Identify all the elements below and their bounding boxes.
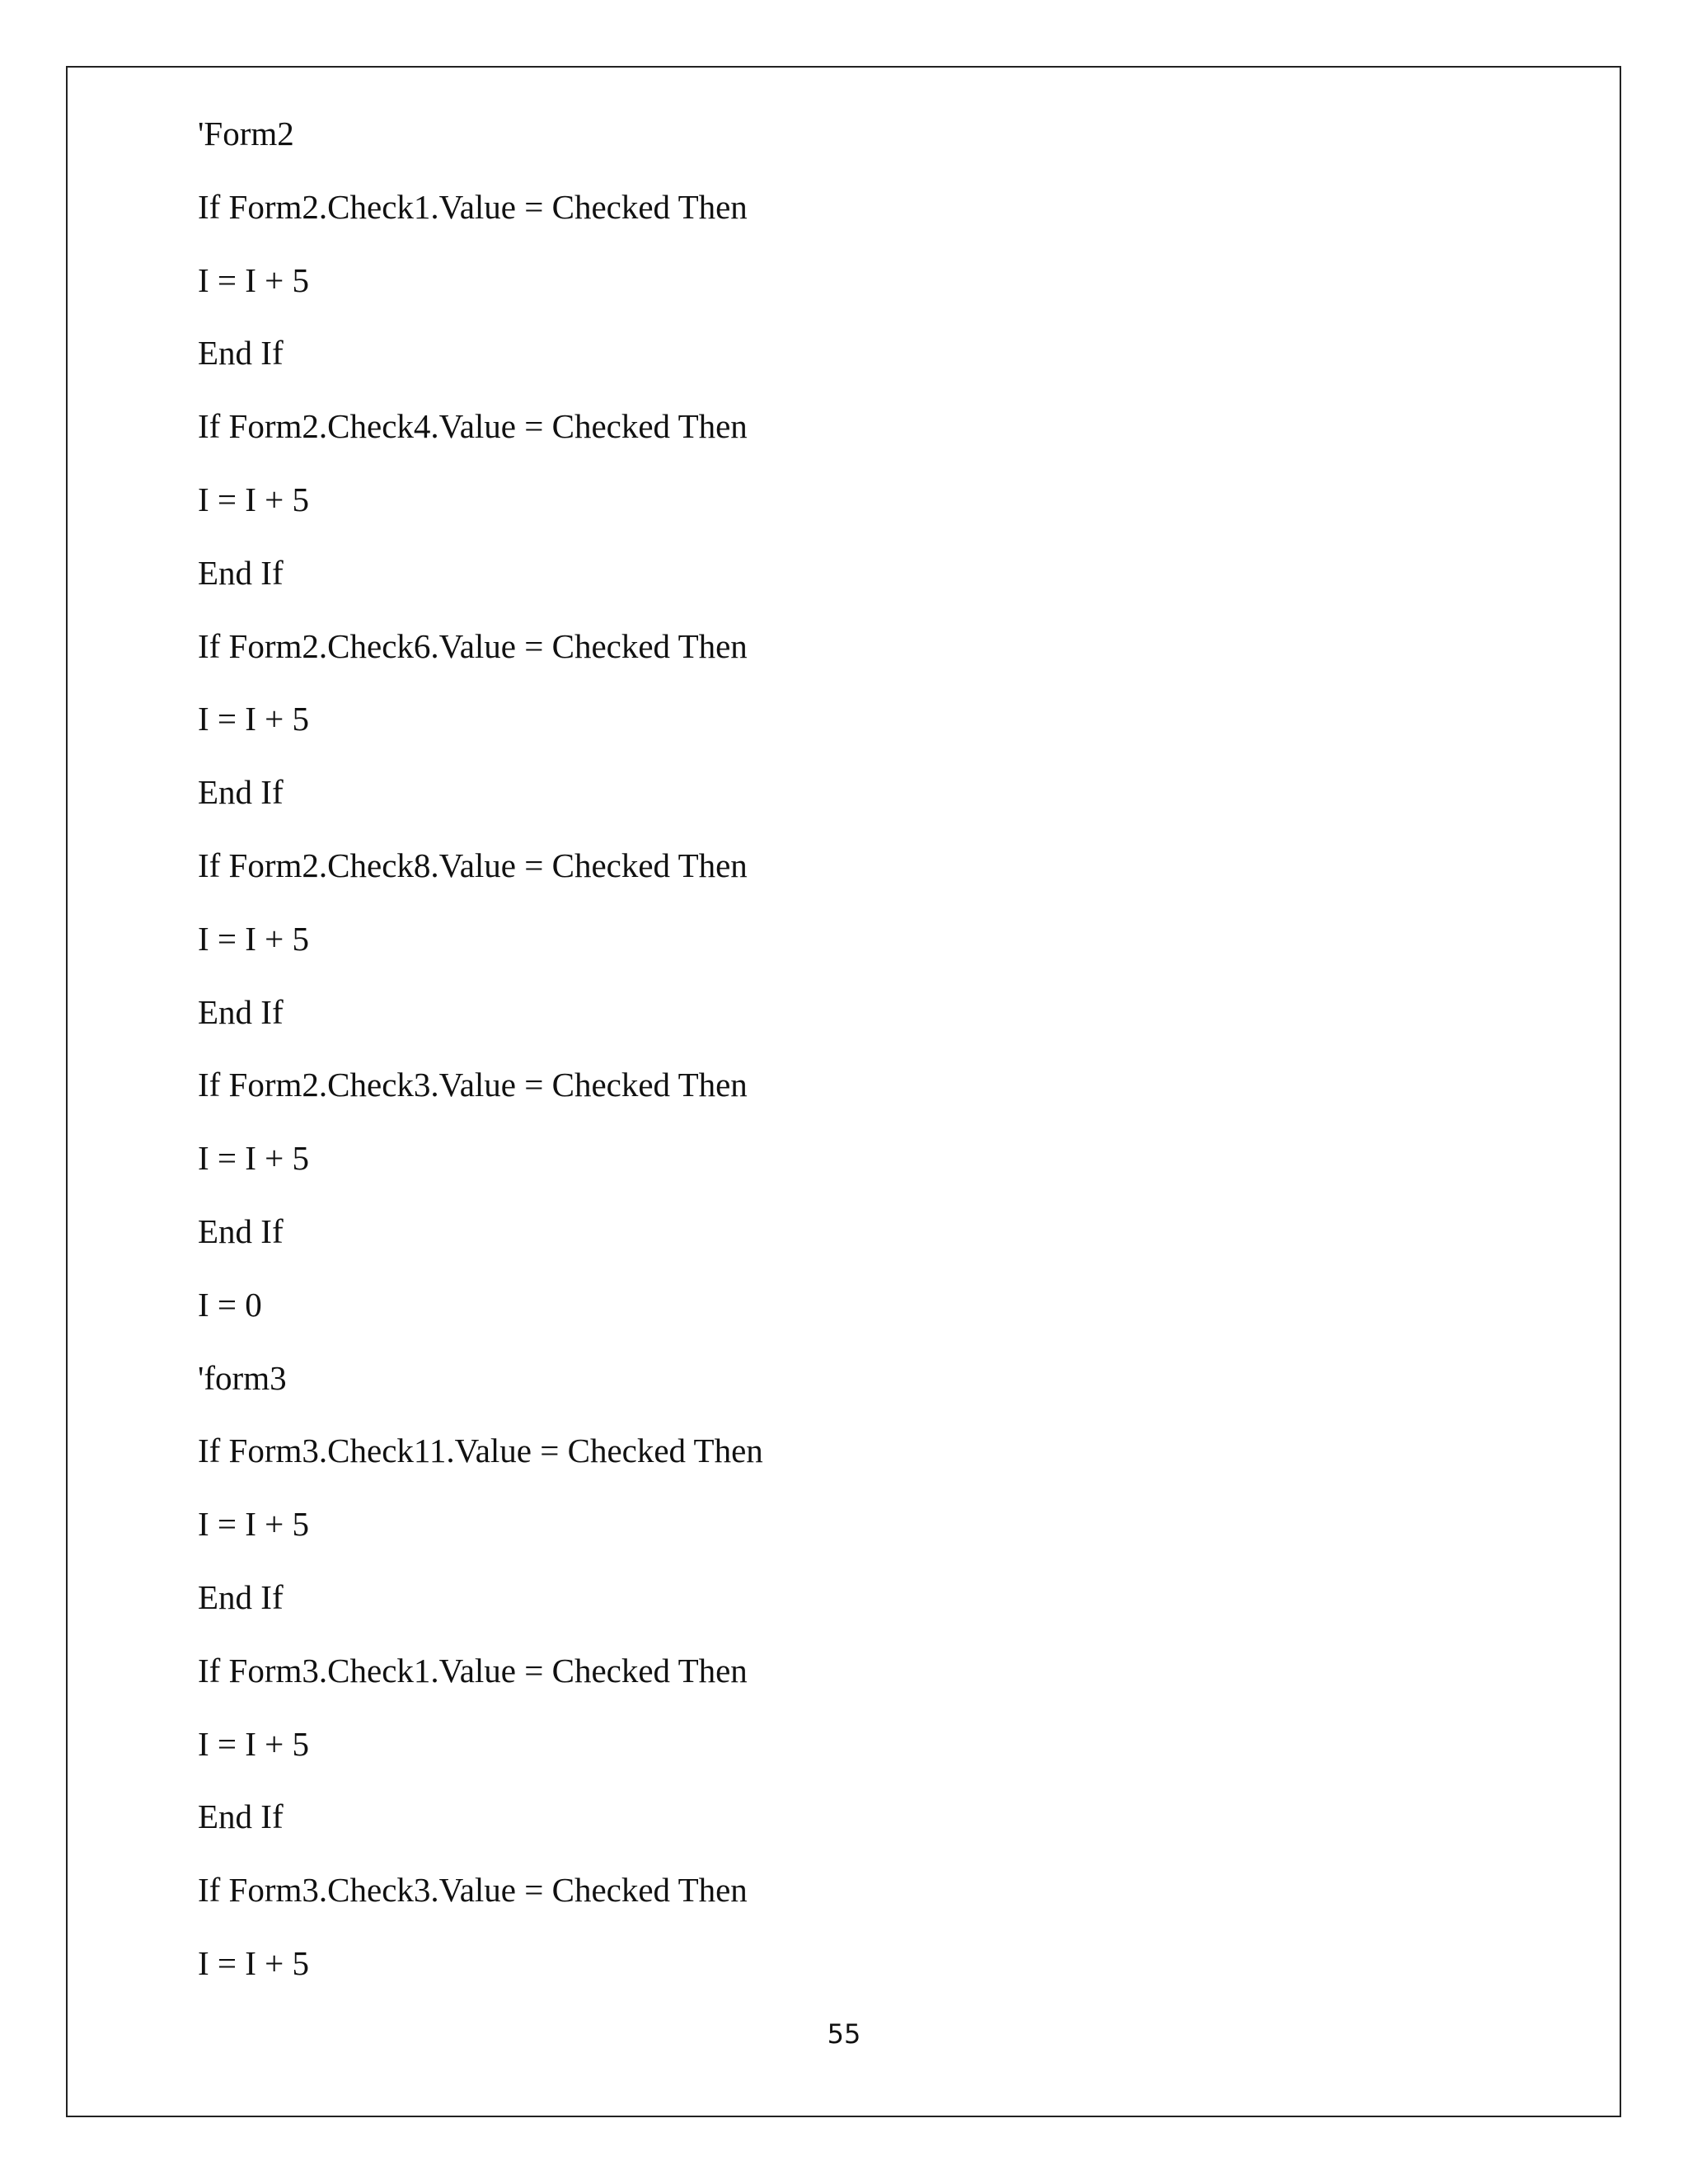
code-line: End If bbox=[198, 773, 284, 812]
page-number: 55 bbox=[827, 2018, 861, 2050]
code-line: 'Form2 bbox=[198, 115, 294, 152]
code-line: If Form3.Check3.Value = Checked Then bbox=[198, 1871, 748, 1910]
code-line: If Form2.Check4.Value = Checked Then bbox=[198, 407, 748, 446]
code-line: I = I + 5 bbox=[198, 1139, 310, 1178]
code-line: End If bbox=[198, 1797, 284, 1836]
code-line: End If bbox=[198, 334, 284, 373]
code-line: I = I + 5 bbox=[198, 260, 310, 299]
code-line: If Form3.Check11.Value = Checked Then bbox=[198, 1432, 763, 1470]
code-line: If Form3.Check1.Value = Checked Then bbox=[198, 1651, 748, 1690]
code-line: End If bbox=[198, 992, 284, 1031]
code-line: I = I + 5 bbox=[198, 1505, 310, 1544]
code-line: I = I + 5 bbox=[198, 700, 310, 738]
code-line: I = I + 5 bbox=[198, 1724, 310, 1763]
code-line: If Form2.Check1.Value = Checked Then bbox=[198, 187, 748, 226]
code-line: End If bbox=[198, 1212, 284, 1250]
code-line: End If bbox=[198, 553, 284, 592]
code-line: I = I + 5 bbox=[198, 1943, 310, 1982]
code-line: End If bbox=[198, 1577, 284, 1616]
code-listing bbox=[198, 115, 763, 2018]
code-line: If Form2.Check3.Value = Checked Then bbox=[198, 1066, 748, 1104]
code-line: 'form3 bbox=[198, 1358, 287, 1397]
code-line: If Form2.Check8.Value = Checked Then bbox=[198, 846, 748, 884]
code-line: I = I + 5 bbox=[198, 919, 310, 958]
code-line: If Form2.Check6.Value = Checked Then bbox=[198, 626, 748, 665]
code-line: I = 0 bbox=[198, 1285, 262, 1324]
code-line: I = I + 5 bbox=[198, 480, 310, 518]
